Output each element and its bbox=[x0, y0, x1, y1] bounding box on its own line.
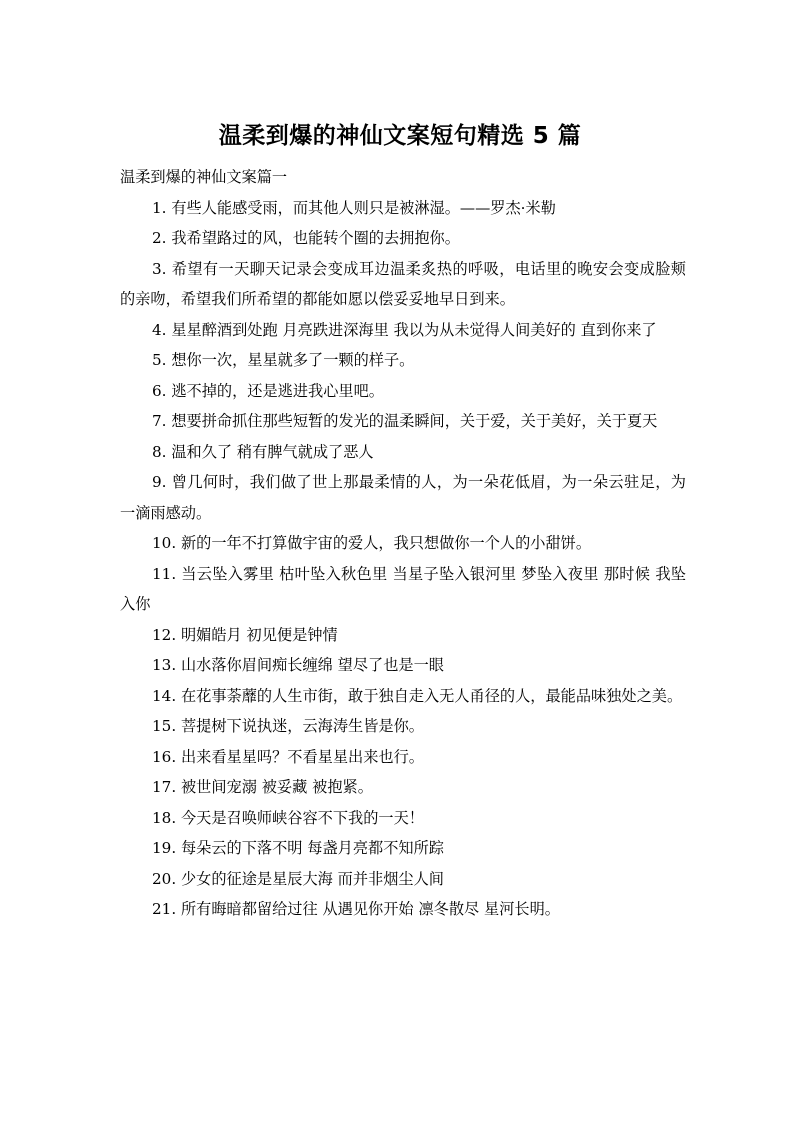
list-item: 7. 想要拼命抓住那些短暂的发光的温柔瞬间，关于爱，关于美好，关于夏天 bbox=[152, 412, 658, 430]
list-item: 18. 今天是召唤师峡谷容不下我的一天！ bbox=[152, 808, 424, 827]
list-item: 12. 明媚皓月 初见便是钟情 bbox=[152, 625, 338, 644]
section-heading: 温柔到爆的神仙文案篇一 bbox=[120, 168, 288, 186]
list-item: 21. 所有晦暗都留给过往 从遇见你开始 凛冬散尽 星河长明。 bbox=[152, 900, 560, 918]
list-item: 3. 希望有一天聊天记录会变成耳边温柔炙热的呼吸，电话里的晚安会变成脸颊的亲吻，希望我们所希望的都能如愿以偿妥妥地早日到来。 bbox=[120, 259, 686, 308]
list-item: 9. 曾几何时，我们做了世上那最柔情的人，为一朵花低眉，为一朵云驻足，为一滴雨感动。 bbox=[120, 473, 686, 522]
document-body bbox=[120, 162, 686, 925]
list-item: 17. 被世间宠溺 被妥藏 被抱紧。 bbox=[152, 778, 373, 796]
list-item: 13. 山水落你眉间痴长缠绵 望尽了也是一眼 bbox=[152, 656, 444, 674]
list-item: 5. 想你一次，星星就多了一颗的样子。 bbox=[152, 351, 415, 369]
list-item: 15. 菩提树下说执迷，云海涛生皆是你。 bbox=[152, 717, 424, 735]
list-item: 1. 有些人能感受雨，而其他人则只是被淋湿。——罗杰·米勒 bbox=[152, 198, 556, 217]
list-item: 16. 出来看星星吗？不看星星出来也行。 bbox=[152, 747, 424, 766]
list-item: 4. 星星醉酒到处跑 月亮跌进深海里 我以为从未觉得人间美好的 直到你来了 bbox=[152, 320, 657, 339]
list-item: 14. 在花事荼蘼的人生市街，敢于独自走入无人甬径的人，最能品味独处之美。 bbox=[152, 686, 683, 705]
list-item: 20. 少女的征途是星辰大海 而并非烟尘人间 bbox=[152, 869, 444, 888]
list-item: 19. 每朵云的下落不明 每盏月亮都不知所踪 bbox=[152, 839, 444, 857]
list-item: 11. 当云坠入雾里 枯叶坠入秋色里 当星子坠入银河里 梦坠入夜里 那时候 我坠入你 bbox=[120, 564, 686, 613]
list-item: 2. 我希望路过的风，也能转个圈的去拥抱你。 bbox=[152, 229, 460, 247]
document-title: 温柔到爆的神仙文案短句精选 5 篇 bbox=[218, 123, 582, 149]
list-item: 10. 新的一年不打算做宇宙的爱人，我只想做你一个人的小甜饼。 bbox=[152, 534, 592, 552]
list-item: 6. 逃不掉的，还是逃进我心里吧。 bbox=[152, 381, 384, 400]
list-item: 8. 温和久了 稍有脾气就成了恶人 bbox=[152, 442, 374, 461]
